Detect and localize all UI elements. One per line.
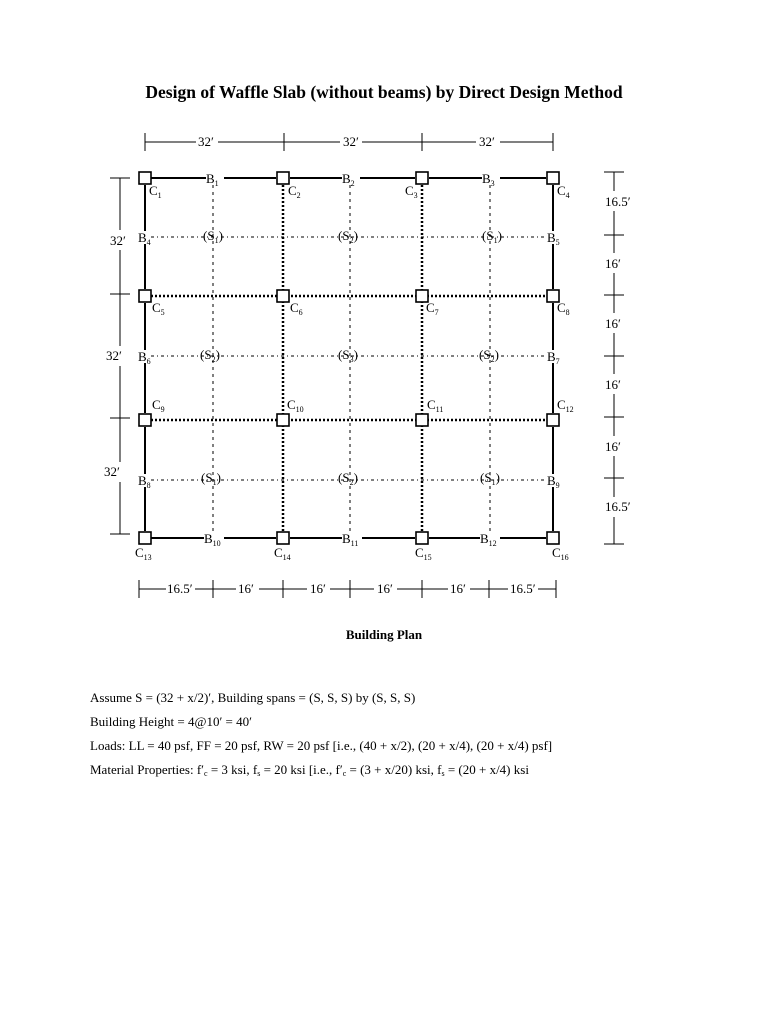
column-c9 — [139, 414, 151, 426]
column-c3 — [416, 172, 428, 184]
column-c11 — [416, 414, 428, 426]
dimension-label: 32′ — [343, 134, 359, 149]
beam-label: $B_1$ — [206, 171, 219, 188]
dimension-label: 16′ — [605, 377, 621, 392]
column-label: $C_{14}$ — [274, 545, 291, 562]
note-material-part: = (20 + x/4) ksi — [444, 762, 529, 777]
note-material — [90, 758, 552, 782]
beam-label: $B_9$ — [547, 473, 560, 490]
beam-label: $B_{12}$ — [480, 531, 497, 548]
column-label: $C_6$ — [290, 300, 303, 317]
column-c6 — [277, 290, 289, 302]
column-label: $C_{15}$ — [415, 545, 432, 562]
column-label: $C_{13}$ — [135, 545, 152, 562]
column-c15 — [416, 532, 428, 544]
dimension-label: 16.5′ — [167, 581, 193, 596]
design-notes — [90, 686, 552, 782]
column-label: $C_1$ — [149, 183, 162, 200]
slab-label: $(S_1)$ — [201, 470, 221, 487]
subscript: c — [204, 769, 208, 778]
dimension-label: 16′ — [238, 581, 254, 596]
column-label: $C_5$ — [152, 300, 165, 317]
dimension-label: 32′ — [198, 134, 214, 149]
slab-label: $(S_2)$ — [338, 228, 358, 245]
slab-label: $(S_2)$ — [200, 347, 220, 364]
column-label: $C_7$ — [426, 300, 439, 317]
beam-label: $B_8$ — [138, 473, 151, 490]
figure-caption: Building Plan — [345, 627, 423, 642]
column-label: $C_{12}$ — [557, 397, 574, 414]
column-label: $C_9$ — [152, 397, 165, 414]
note-material-part: = 3 ksi, f — [207, 762, 258, 777]
beam-label: $B_7$ — [547, 349, 560, 366]
beam-label: $B_{11}$ — [342, 531, 359, 548]
beam-label: $B_6$ — [138, 349, 151, 366]
dimension-label: 32′ — [104, 464, 120, 479]
bottom-dimension-line — [139, 580, 556, 598]
note-material-part: = (3 + x/20) ksi, f — [346, 762, 442, 777]
column-label: $C_4$ — [557, 183, 570, 200]
column-label: $C_{10}$ — [287, 397, 304, 414]
column-label: $C_8$ — [557, 300, 570, 317]
dimension-label: 32′ — [110, 233, 126, 248]
slab-label: $(S_1)$ — [203, 228, 223, 245]
column-label: $C_{11}$ — [427, 397, 444, 414]
left-dimension-labels — [104, 233, 126, 479]
subscript: s — [441, 769, 445, 778]
subscript: c — [342, 769, 347, 778]
subscript: s — [257, 769, 261, 778]
dimension-label: 32′ — [479, 134, 495, 149]
note-loads: Loads: LL = 40 psf, FF = 20 psf, RW = 20 psf [i.e., (40 + x/2), (20 + x/4), (20 + x/4) psf] — [90, 738, 553, 753]
beam-label: $B_{10}$ — [204, 531, 221, 548]
column-c16 — [547, 532, 559, 544]
beam-label: $B_5$ — [547, 230, 560, 247]
column-c13 — [139, 532, 151, 544]
dimension-label: 16.5′ — [605, 194, 631, 209]
beam-label: $B_4$ — [138, 230, 151, 247]
column-label: $C_2$ — [288, 183, 301, 200]
slab-label: $(S_3)$ — [338, 347, 358, 364]
dimension-label: 16′ — [377, 581, 393, 596]
beam-label: $B_2$ — [342, 171, 355, 188]
dimension-label: 32′ — [106, 348, 122, 363]
column-c12 — [547, 414, 559, 426]
column-c10 — [277, 414, 289, 426]
dimension-label: 16.5′ — [605, 499, 631, 514]
slab-label: $(S_1)$ — [480, 470, 500, 487]
dimension-label: 16′ — [450, 581, 466, 596]
dimension-label: 16.5′ — [510, 581, 536, 596]
note-material-part: Material Properties: f′ — [90, 762, 205, 777]
slab-label: $(S_1)$ — [482, 228, 502, 245]
slab-label: $(S_2)$ — [479, 347, 499, 364]
page-title: Design of Waffle Slab (without beams) by Direct Design Method — [145, 82, 623, 102]
right-dimension-labels — [605, 194, 631, 514]
dimension-label: 16′ — [310, 581, 326, 596]
note-spans: Assume S = (32 + x/2)′, Building spans = (S, S, S) by (S, S, S) — [90, 690, 416, 705]
dimension-label: 16′ — [605, 439, 621, 454]
column-label: $C_{16}$ — [552, 545, 569, 562]
dimension-label: 16′ — [605, 256, 621, 271]
column-c14 — [277, 532, 289, 544]
dimension-label: 16′ — [605, 316, 621, 331]
note-material-part: = 20 ksi [i.e., f′ — [260, 762, 343, 777]
beam-label: $B_3$ — [482, 171, 495, 188]
slab-label: $(S_2)$ — [338, 470, 358, 487]
right-dimension-line — [604, 172, 624, 544]
slab-labels — [200, 228, 502, 487]
note-height: Building Height = 4@10′ = 40′ — [90, 714, 252, 729]
column-c5 — [139, 290, 151, 302]
column-label: $C_3$ — [405, 183, 418, 200]
